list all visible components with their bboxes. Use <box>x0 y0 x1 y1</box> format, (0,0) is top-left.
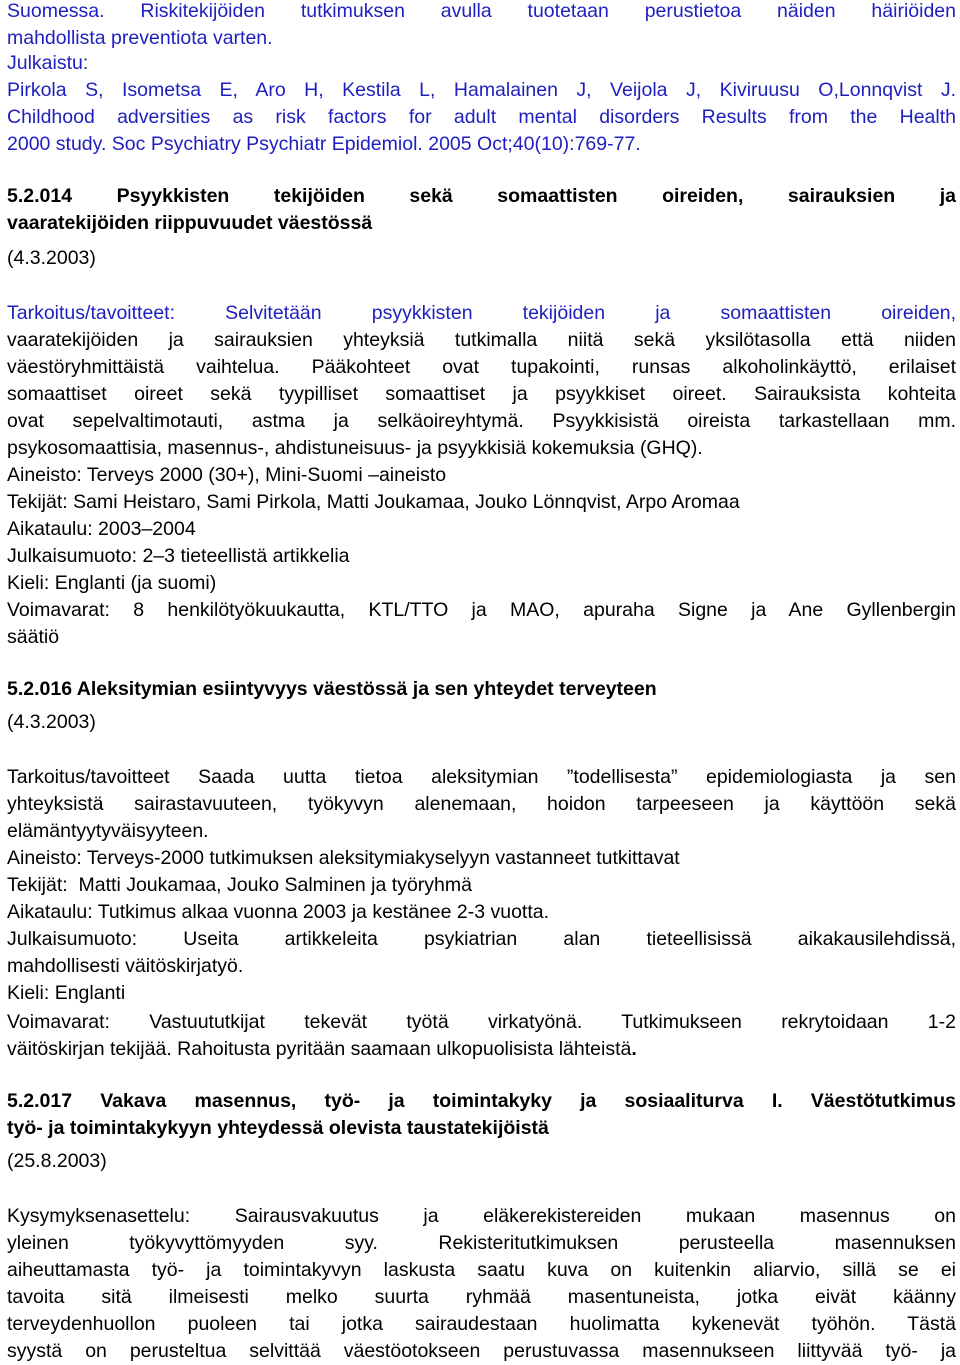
authors-label: Tekijät: <box>7 874 68 896</box>
question-line: terveydenhuollon puoleen tai jotka sairaudestaan huolimatta kykenevät työhön. Tästä <box>7 1313 956 1335</box>
publication-line: Pirkola S, Isometsa E, Aro H, Kestila L, Hamalainen J, Veijola J, Kiviruusu O,Lonnqvist J. <box>7 79 956 101</box>
question-line: yleinen työkyvyttömyyden syy. Rekisteritutkimuksen perusteella masennuksen <box>7 1232 956 1254</box>
purpose-text: Selvitetään psyykkisten tekijöiden ja somaattisten oireiden, <box>175 302 956 324</box>
purpose-line <box>7 300 956 327</box>
purpose-line <box>7 764 956 791</box>
language-text: Englanti (ja suomi) <box>49 572 217 594</box>
language-line <box>7 980 956 1007</box>
material-text: Terveys 2000 (30+), Mini-Suomi –aineisto <box>81 464 447 486</box>
material-label: Aineisto: <box>7 847 82 869</box>
material-label: Aineisto: <box>7 464 82 486</box>
purpose-line: yhteyksistä sairastavuuteen, työkyvyn alenemaan, hoidon tarpeeseen ja käyttöön sekä <box>7 793 956 815</box>
resources-line <box>7 597 956 624</box>
purpose-line: psykosomaattisia, masennus-, ahdistuneisuus- ja psyykkisiä kokemuksia (GHQ). <box>7 437 703 459</box>
publication-line: Childhood adversities as risk factors for adult mental disorders Results from the Health <box>7 106 956 128</box>
schedule-line <box>7 899 956 926</box>
resources-line <box>7 1009 956 1036</box>
purpose-line: ovat sepelvaltimotauti, astma ja selkäoireyhtymä. Psyykkisistä oireista tarkastellaan mm. <box>7 410 956 432</box>
resources-text: väitöskirjan tekijää. Rahoitusta pyritään saamaan ulkopuolisista lähteistä <box>7 1038 632 1060</box>
pubform-line <box>7 926 956 953</box>
publication-line: 2000 study. Soc Psychiatry Psychiatr Epidemiol. 2005 Oct;40(10):769-77. <box>7 133 641 155</box>
language-label: Kieli: <box>7 572 50 594</box>
language-text: Englanti <box>49 982 126 1004</box>
authors-text: Matti Joukamaa, Jouko Salminen ja työryhmä <box>67 874 472 896</box>
question-line <box>7 1203 956 1230</box>
purpose-text: Saada uutta tietoa aleksitymian ”todellisesta” epidemiologiasta ja sen <box>169 766 956 788</box>
pubform-label: Julkaisumuoto: <box>7 545 138 567</box>
schedule-line <box>7 516 956 543</box>
pubform-label: Julkaisumuoto: <box>7 928 138 950</box>
authors-text: Sami Heistaro, Sami Pirkola, Matti Joukamaa, Jouko Lönnqvist, Arpo Aromaa <box>67 491 740 513</box>
section-date: (4.3.2003) <box>7 247 96 269</box>
section-heading: vaaratekijöiden riippuvuudet väestössä <box>7 212 373 234</box>
schedule-label: Aikataulu: <box>7 901 93 923</box>
section-heading: työ- ja toimintakykyyn yhteydessä olevista taustatekijöistä <box>7 1117 549 1139</box>
authors-label: Tekijät: <box>7 491 68 513</box>
colon: : <box>184 1205 191 1227</box>
purpose-label: Tarkoitus/tavoitteet <box>7 766 170 788</box>
authors-line <box>7 489 956 516</box>
text-line: mahdollista preventiota varten. <box>7 27 273 49</box>
section-heading: 5.2.014 Psyykkisten tekijöiden sekä somaattisten oireiden, sairauksien ja <box>7 185 956 207</box>
purpose-line: väestöryhmittäistä vaihtelua. Pääkohteet ovat tupakointi, runsas alkoholinkäyttö, erilaiset <box>7 356 956 378</box>
resources-text: 8 henkilötyökuukautta, KTL/TTO ja MAO, apuraha Signe ja Ane Gyllenbergin <box>109 599 956 621</box>
purpose-line: elämäntyytyväisyyteen. <box>7 820 209 842</box>
question-label: Kysymyksenasettelu <box>7 1205 185 1227</box>
language-label: Kieli: <box>7 982 50 1004</box>
pubform-text: Useita artikkeleita psykiatrian alan tieteellisissä aikakausilehdissä, <box>137 928 956 950</box>
question-text: Sairausvakuutus ja eläkerekistereiden mukaan masennus on <box>190 1205 956 1227</box>
schedule-label: Aikataulu: <box>7 518 93 540</box>
purpose-label: Tarkoitus/tavoitteet: <box>7 302 175 324</box>
resources-label: Voimavarat: <box>7 1011 110 1033</box>
question-line: syystä on perusteltua selvittää väestöotokseen perustuvassa masennukseen liittyvää työ- ja <box>7 1340 956 1362</box>
schedule-text: Tutkimus alkaa vuonna 2003 ja kestänee 2-3 vuotta. <box>92 901 550 923</box>
material-line <box>7 845 956 872</box>
period: . <box>631 1038 637 1060</box>
purpose-line: somaattiset oireet sekä tyypilliset somaattiset ja psyykkiset oireet. Sairauksista kohteita <box>7 383 956 405</box>
purpose-line: vaaratekijöiden ja sairauksien yhteyksiä tutkimalla niitä sekä yksilötasolla että niiden <box>7 329 956 351</box>
pubform-line <box>7 543 956 570</box>
authors-line <box>7 872 956 899</box>
language-line <box>7 570 956 597</box>
material-text: Terveys-2000 tutkimuksen aleksitymiakyselyyn vastanneet tutkittavat <box>81 847 680 869</box>
resources-text: Vastuututkijat tekevät työtä virkatyönä. Tutkimukseen rekrytoidaan 1-2 <box>109 1011 956 1033</box>
resources-line <box>7 1036 956 1063</box>
resources-label: Voimavarat: <box>7 599 110 621</box>
schedule-text: 2003–2004 <box>92 518 196 540</box>
question-line: aiheuttamasta työ- ja toimintakyvyn laskusta saatu kuva on kuitenkin aliarvio, sillä se ei <box>7 1259 956 1281</box>
section-heading: 5.2.016 Aleksitymian esiintyvyys väestössä ja sen yhteydet terveyteen <box>7 678 657 700</box>
pubform-text: 2–3 tieteellistä artikkelia <box>137 545 350 567</box>
publication-label: Julkaistu: <box>7 52 89 74</box>
pubform-line: mahdollisesti väitöskirjatyö. <box>7 955 244 977</box>
section-date: (4.3.2003) <box>7 711 96 733</box>
material-line <box>7 462 956 489</box>
text-line: Suomessa. Riskitekijöiden tutkimuksen avulla tuotetaan perustietoa näiden häiriöiden <box>7 0 956 22</box>
resources-line: säätiö <box>7 626 60 648</box>
section-date: (25.8.2003) <box>7 1150 107 1172</box>
section-heading: 5.2.017 Vakava masennus, työ- ja toimintakyky ja sosiaaliturva I. Väestötutkimus <box>7 1090 956 1112</box>
question-line: tavoita sitä ilmeisesti melko suurta ryhmää masentuneista, jotka eivät käänny <box>7 1286 956 1308</box>
